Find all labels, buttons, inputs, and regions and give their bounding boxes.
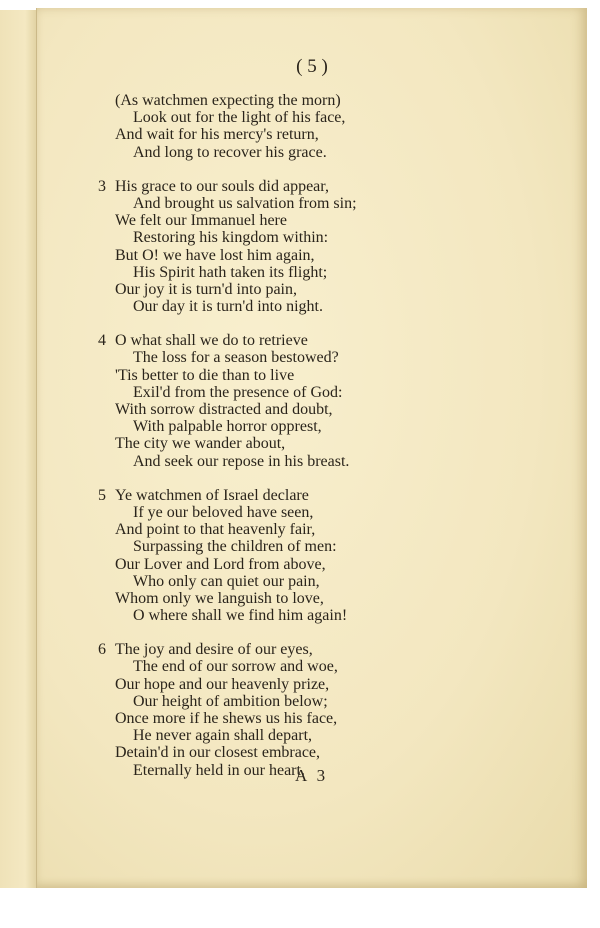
verse-line: 'Tis better to die than to live bbox=[115, 366, 295, 384]
page-number: ( 5 ) bbox=[296, 56, 328, 77]
verse-line: Who only can quiet our pain, bbox=[133, 572, 320, 590]
verse-line: Our joy it is turn'd into pain, bbox=[115, 280, 297, 298]
verse-line: Ye watchmen of Israel declare bbox=[115, 486, 309, 504]
verse-line: But O! we have lost him again, bbox=[115, 246, 315, 264]
verse-line: O where shall we find him again! bbox=[133, 607, 348, 625]
verse-line: Our Lover and Lord from above, bbox=[115, 555, 326, 573]
verse-line: And long to recover his grace. bbox=[133, 143, 327, 161]
verse-line: We felt our Immanuel here bbox=[115, 212, 287, 230]
previous-page-edge bbox=[0, 10, 36, 888]
verse-line: His grace to our souls did appear, bbox=[115, 177, 329, 195]
verse-line: And seek our repose in his breast. bbox=[133, 452, 350, 470]
verse-line: Restoring his kingdom within: bbox=[133, 229, 329, 247]
stanza-number: 5 bbox=[98, 486, 106, 504]
stanza bbox=[98, 486, 445, 625]
stanza bbox=[98, 641, 445, 779]
verse-line: The city we wander about, bbox=[115, 435, 286, 453]
verse-line: And brought us salvation from sin; bbox=[133, 194, 357, 212]
verse-line: If ye our beloved have seen, bbox=[133, 503, 314, 521]
stanza-number: 4 bbox=[98, 332, 106, 350]
hymn-text bbox=[98, 92, 445, 796]
verse-line: His Spirit hath taken its flight; bbox=[133, 263, 328, 281]
book-page bbox=[36, 8, 587, 888]
verse-line: With palpable horror opprest, bbox=[133, 418, 322, 436]
verse-line: Our hope and our heavenly prize, bbox=[115, 675, 330, 693]
verse-line: Eternally held in our heart. bbox=[133, 761, 305, 779]
verse-line: And point to that heavenly fair, bbox=[115, 521, 316, 539]
signature-mark: A 3 bbox=[295, 766, 329, 785]
stanza bbox=[98, 177, 445, 316]
verse-line: Our height of ambition below; bbox=[133, 692, 328, 710]
verse-line: Exil'd from the presence of God: bbox=[133, 383, 343, 401]
verse-line: Look out for the light of his face, bbox=[133, 109, 346, 127]
stanza bbox=[98, 332, 445, 470]
verse-line: (As watchmen expecting the morn) bbox=[115, 92, 341, 109]
stanza-number: 6 bbox=[98, 641, 106, 659]
verse-line: Our day it is turn'd into night. bbox=[133, 298, 323, 316]
stanza bbox=[115, 92, 445, 161]
stanza-number: 3 bbox=[98, 177, 106, 195]
verse-line: O what shall we do to retrieve bbox=[115, 332, 308, 350]
verse-line: The joy and desire of our eyes, bbox=[115, 641, 313, 659]
verse-line: The end of our sorrow and woe, bbox=[133, 658, 338, 676]
verse-line: Whom only we languish to love, bbox=[115, 589, 324, 607]
verse-line: He never again shall depart, bbox=[133, 727, 313, 745]
verse-line: And wait for his mercy's return, bbox=[115, 126, 319, 144]
verse-line: With sorrow distracted and doubt, bbox=[115, 401, 333, 418]
verse-line: The loss for a season bestowed? bbox=[133, 349, 339, 367]
verse-line: Once more if he shews us his face, bbox=[115, 710, 338, 727]
verse-line: Surpassing the children of men: bbox=[133, 538, 337, 556]
page-margin bbox=[0, 888, 600, 928]
verse-line: Detain'd in our closest embrace, bbox=[115, 744, 321, 762]
